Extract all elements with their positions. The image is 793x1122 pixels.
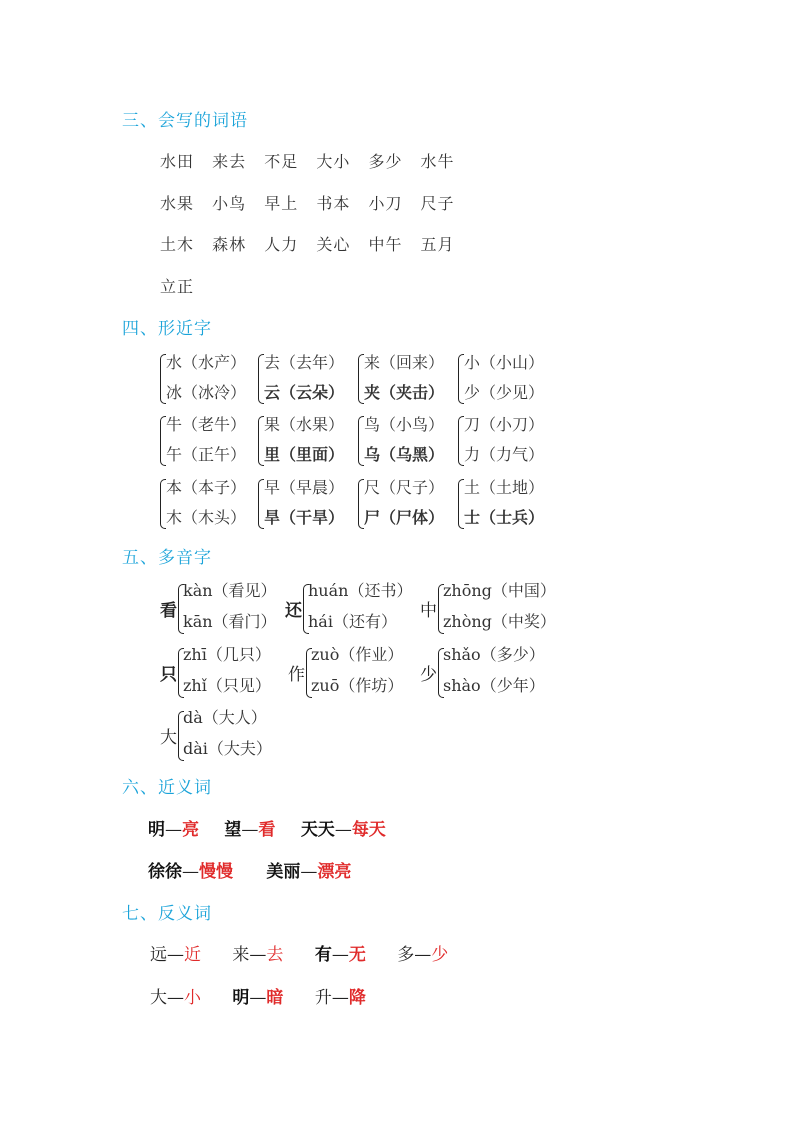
similar-char-line: 云（云朵） — [264, 383, 345, 402]
polyphone-char: 看 — [160, 601, 177, 621]
polyphone-reading: zhǐ（只见） — [183, 676, 271, 695]
similar-char-line: 本（本子） — [166, 478, 247, 497]
polyphone-char: 作 — [288, 665, 305, 685]
polyphone-reading: zhòng（中奖） — [443, 612, 556, 631]
polyphone-reading: huán（还书） — [308, 581, 413, 600]
word: 水果 — [160, 194, 195, 213]
similar-char-line: 水（水产） — [166, 353, 247, 372]
similar-char-line: 里（里面） — [264, 445, 345, 464]
answer-word: 近 — [184, 945, 201, 965]
polyphone-reading: dài（大夫） — [183, 739, 272, 758]
similar-char-line: 旱（干旱） — [264, 508, 345, 527]
word: 徐徐 — [148, 862, 182, 882]
word: 立正 — [160, 277, 195, 296]
polyphone-reading: shào（少年） — [443, 676, 545, 695]
polyphone-reading: zhōng（中国） — [443, 581, 556, 600]
word: 水牛 — [420, 152, 455, 171]
word-row-4 — [160, 274, 206, 297]
answer-word: 暗 — [266, 988, 284, 1008]
similar-char-line: 少（少见） — [464, 383, 545, 402]
word: 人力 — [264, 235, 299, 254]
word: 明 — [232, 988, 250, 1008]
answer-word: 无 — [348, 945, 366, 965]
similar-char-line: 士（士兵） — [464, 508, 545, 527]
word: 中午 — [368, 235, 403, 254]
similar-char-line: 刀（小刀） — [464, 415, 545, 434]
word: 小刀 — [368, 194, 403, 213]
word: 升 — [314, 988, 332, 1008]
polyphone-char: 中 — [420, 601, 437, 621]
section3-title: 三、会写的词语 — [122, 111, 248, 131]
answer-word: 降 — [348, 988, 366, 1008]
section7-title: 七、反义词 — [122, 904, 212, 924]
polyphone-char: 还 — [285, 601, 302, 621]
similar-char-line: 夹（夹击） — [364, 383, 445, 402]
word-row-2 — [160, 191, 467, 214]
section5-title: 五、多音字 — [122, 548, 212, 568]
similar-char-line: 鸟（小鸟） — [364, 415, 445, 434]
similar-char-line: 早（早晨） — [264, 478, 345, 497]
antonym-row: 远—近 来—去 有—无 多—少 — [150, 945, 449, 965]
section4-title: 四、形近字 — [122, 319, 212, 339]
similar-char-line: 去（去年） — [264, 353, 345, 372]
similar-char-line: 来（回来） — [364, 353, 445, 372]
word: 多 — [397, 945, 415, 965]
answer-word: 漂亮 — [317, 862, 352, 882]
similar-char-line: 牛（老牛） — [166, 415, 247, 434]
section6-title: 六、近义词 — [122, 778, 212, 798]
answer-word: 看 — [258, 820, 276, 840]
word-row-3 — [160, 232, 467, 255]
word: 土木 — [160, 235, 195, 254]
word: 明 — [148, 820, 165, 840]
word: 小鸟 — [212, 194, 247, 213]
word: 尺子 — [420, 194, 455, 213]
word: 多少 — [368, 152, 403, 171]
synonym-row: 明—亮 望—看 天天—每天 — [148, 820, 386, 840]
similar-char-line: 木（木头） — [166, 508, 247, 527]
answer-word: 少 — [431, 945, 449, 965]
answer-word: 每天 — [351, 820, 386, 840]
synonym-row: 徐徐—慢慢 美丽—漂亮 — [148, 862, 352, 882]
word-row-1 — [160, 149, 467, 172]
polyphone-reading: dà（大人） — [183, 708, 267, 727]
word: 有 — [314, 945, 332, 965]
similar-char-line: 尸（尸体） — [364, 508, 445, 527]
word: 望 — [224, 820, 242, 840]
polyphone-reading: zuō（作坊） — [311, 676, 404, 695]
word: 来去 — [212, 152, 247, 171]
word: 森林 — [212, 235, 247, 254]
answer-word: 小 — [184, 988, 201, 1008]
word: 早上 — [264, 194, 299, 213]
polyphone-char: 只 — [160, 665, 177, 685]
similar-char-line: 尺（尺子） — [364, 478, 445, 497]
polyphone-reading: zuò（作业） — [311, 645, 404, 664]
word: 水田 — [160, 152, 195, 171]
polyphone-reading: shǎo（多少） — [443, 645, 545, 664]
word: 书本 — [316, 194, 351, 213]
word: 关心 — [316, 235, 351, 254]
word: 不足 — [264, 152, 299, 171]
polyphone-char: 少 — [420, 665, 437, 685]
similar-char-line: 土（土地） — [464, 478, 545, 497]
word: 大 — [150, 988, 167, 1008]
word: 五月 — [420, 235, 455, 254]
answer-word: 亮 — [182, 820, 199, 840]
word: 大小 — [316, 152, 351, 171]
polyphone-reading: zhī（几只） — [183, 645, 271, 664]
answer-word: 去 — [266, 945, 284, 965]
polyphone-char: 大 — [160, 728, 177, 748]
similar-char-line: 午（正午） — [166, 445, 247, 464]
polyphone-reading: kān（看门） — [183, 612, 277, 631]
word: 来 — [232, 945, 250, 965]
answer-word: 慢慢 — [199, 862, 233, 882]
word: 美丽 — [266, 862, 301, 882]
word: 远 — [150, 945, 167, 965]
antonym-row: 大—小 明—暗 升—降 — [150, 988, 366, 1008]
polyphone-reading: hái（还有） — [308, 612, 397, 631]
similar-char-line: 冰（冰冷） — [166, 383, 247, 402]
similar-char-line: 果（水果） — [264, 415, 345, 434]
similar-char-line: 小（小山） — [464, 353, 545, 372]
similar-char-line: 乌（乌黑） — [364, 445, 445, 464]
word: 天天 — [300, 820, 335, 840]
polyphone-reading: kàn（看见） — [183, 581, 277, 600]
similar-char-line: 力（力气） — [464, 445, 545, 464]
